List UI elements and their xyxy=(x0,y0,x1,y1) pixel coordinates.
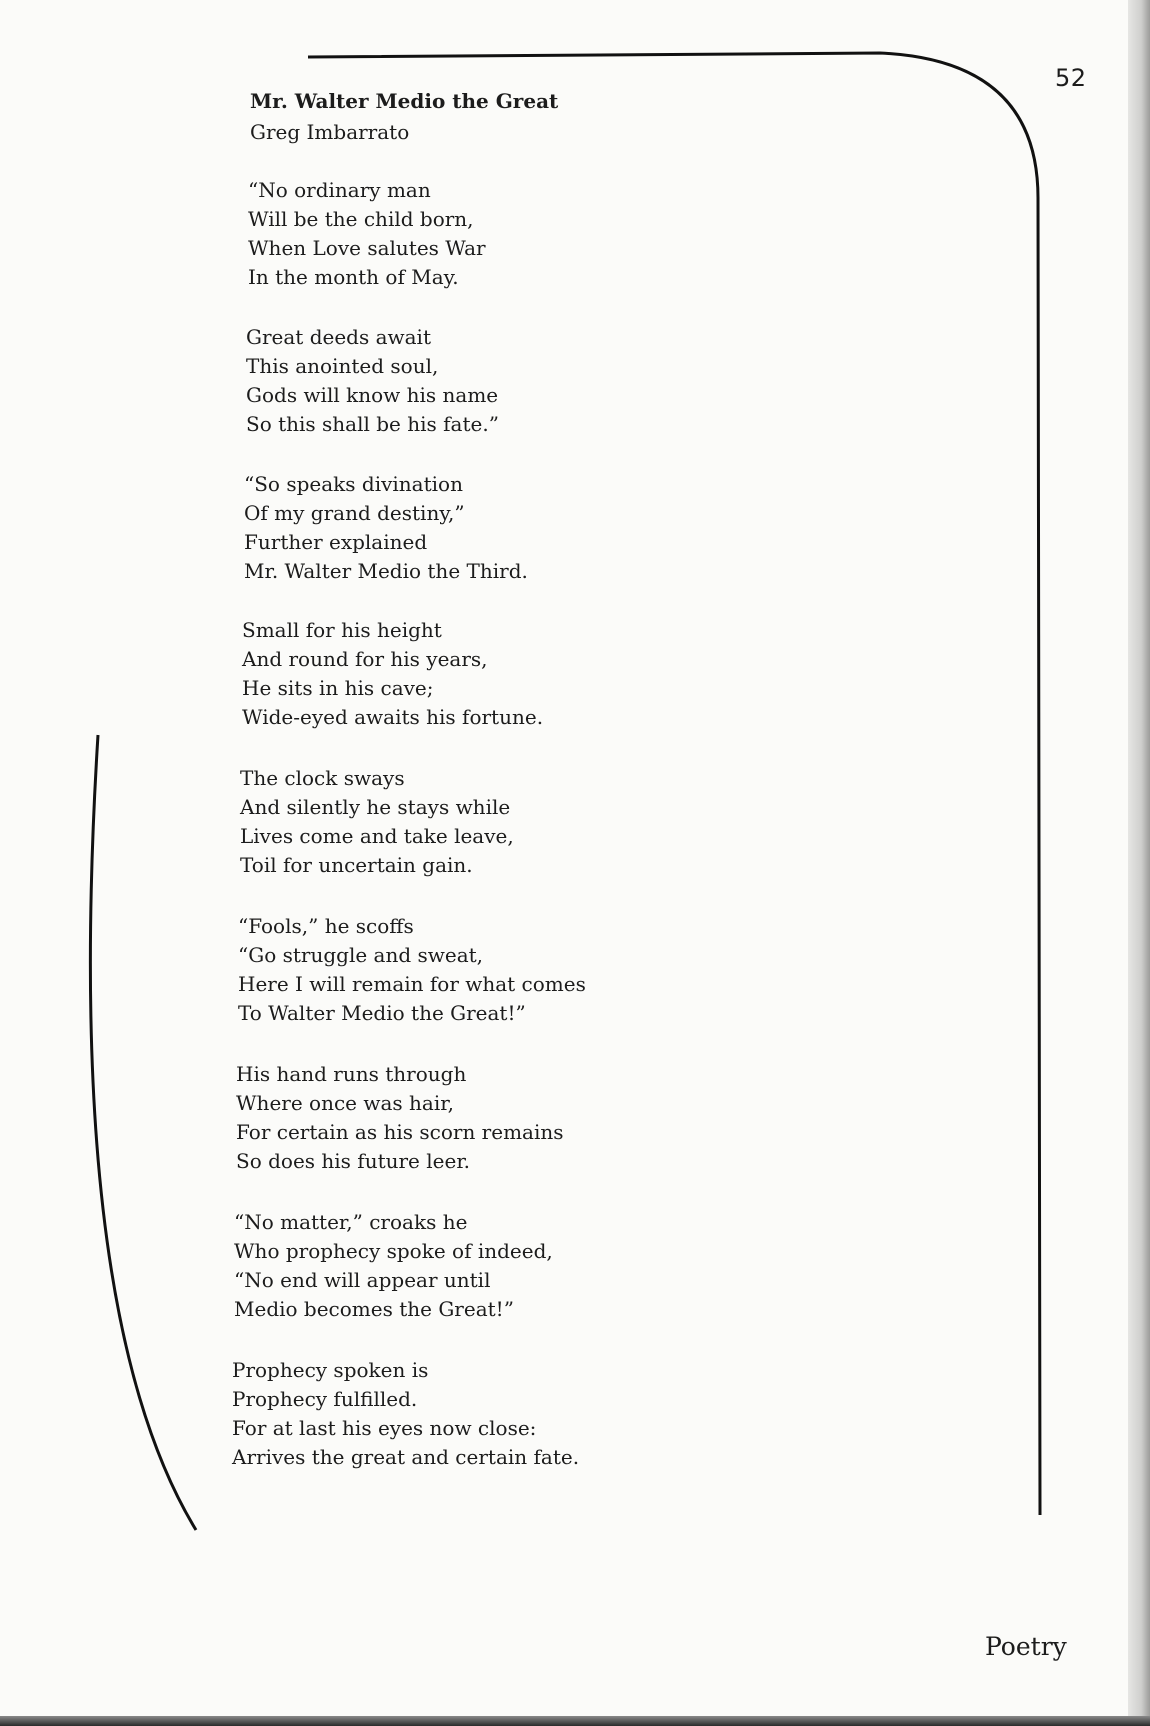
poem-line: “Fools,” he scoffs xyxy=(238,914,414,938)
stanza-4 xyxy=(242,616,543,732)
poem-line: Great deeds await xyxy=(246,325,431,349)
poem-line: Toil for uncertain gain. xyxy=(240,853,473,877)
poem-line: So does his future leer. xyxy=(236,1149,471,1173)
poem-line: So this shall be his fate.” xyxy=(246,412,499,436)
poem-line: And silently he stays while xyxy=(240,795,511,819)
poem-line: Gods will know his name xyxy=(246,383,499,407)
poem-line: Wide-eyed awaits his fortune. xyxy=(242,705,544,729)
poem-title: Mr. Walter Medio the Great xyxy=(250,89,559,113)
poem-line: Lives come and take leave, xyxy=(240,824,514,848)
poem-line: Of my grand destiny,” xyxy=(244,501,465,525)
poem-line: His hand runs through xyxy=(236,1062,467,1086)
section-label: Poetry xyxy=(985,1632,1067,1661)
poem-line: This anointed soul, xyxy=(246,354,439,378)
poem-line: “No end will appear until xyxy=(234,1268,491,1292)
stanza-1 xyxy=(248,176,486,292)
stanza-6 xyxy=(238,912,586,1028)
poem-line: Prophecy fulfilled. xyxy=(232,1387,418,1411)
poem-line: Who prophecy spoke of indeed, xyxy=(234,1239,553,1263)
poem-line: He sits in his cave; xyxy=(242,676,434,700)
poem-line: “So speaks divination xyxy=(244,472,463,496)
stanza-3 xyxy=(244,470,528,586)
poem-line: And round for his years, xyxy=(242,647,488,671)
poem-line: Mr. Walter Medio the Third. xyxy=(244,559,528,583)
poem-line: Further explained xyxy=(244,530,428,554)
stanza-9 xyxy=(232,1356,579,1472)
poem-line: For certain as his scorn remains xyxy=(236,1120,564,1144)
poem-line: Arrives the great and certain fate. xyxy=(232,1445,580,1469)
stanza-8 xyxy=(234,1208,553,1324)
poem-line: Prophecy spoken is xyxy=(232,1358,429,1382)
poem-line: Will be the child born, xyxy=(248,207,474,231)
poem-line: “No ordinary man xyxy=(248,178,431,202)
page-number: 52 xyxy=(1055,64,1087,92)
poem-line: “No matter,” croaks he xyxy=(234,1210,468,1234)
stanza-7 xyxy=(236,1060,564,1176)
poem-line: Here I will remain for what comes xyxy=(238,972,586,996)
page-edge-right xyxy=(1128,0,1150,1726)
poem-line: For at last his eyes now close: xyxy=(232,1416,537,1440)
poem-line: Where once was hair, xyxy=(236,1091,454,1115)
stanza-5 xyxy=(240,764,514,880)
poem-author: Greg Imbarrato xyxy=(250,120,410,144)
poem-line: In the month of May. xyxy=(248,265,459,289)
page-edge-bottom xyxy=(0,1716,1150,1726)
stanza-2 xyxy=(246,323,499,439)
poem-line: The clock sways xyxy=(240,766,405,790)
poem-line: To Walter Medio the Great!” xyxy=(238,1001,526,1025)
poem-line: When Love salutes War xyxy=(248,236,486,260)
poem-line: Small for his height xyxy=(242,618,442,642)
left-curved-border-line xyxy=(90,735,196,1530)
poem-line: Medio becomes the Great!” xyxy=(234,1297,514,1321)
poem-line: “Go struggle and sweat, xyxy=(238,943,484,967)
